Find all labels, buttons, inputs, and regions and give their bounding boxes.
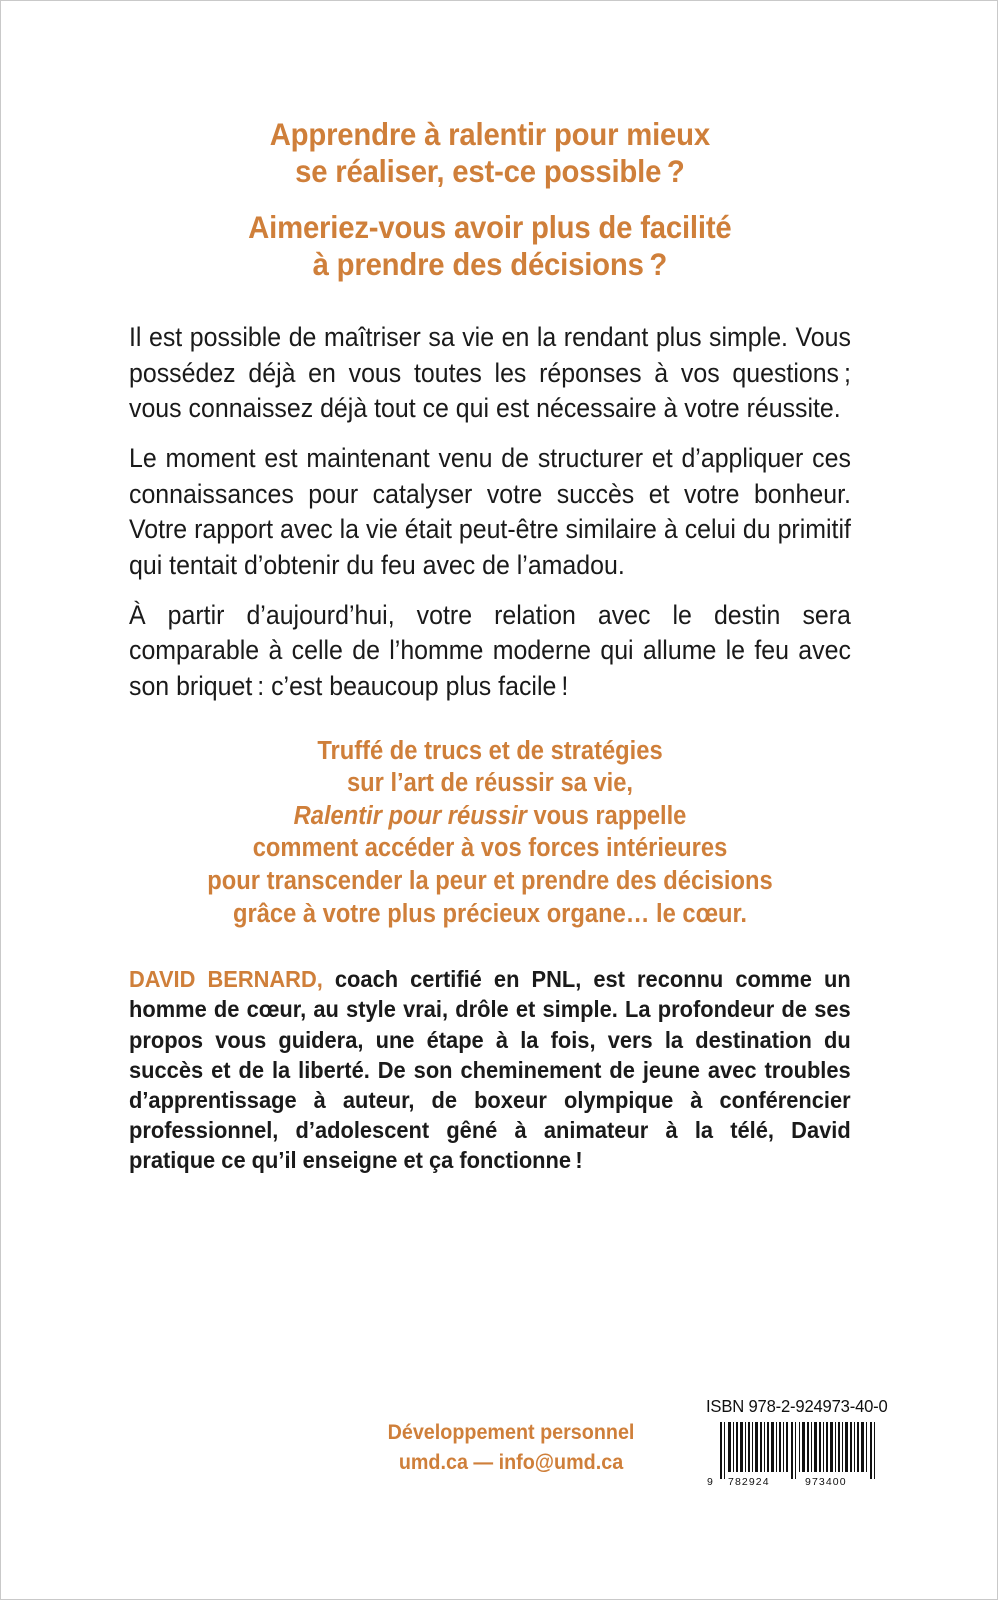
promo-line: pour transcender la peur et prendre des décisions: [207, 867, 773, 896]
cover-content: [129, 1, 851, 1176]
promo-line-with-title: [129, 800, 851, 833]
author-bio: [129, 964, 851, 1175]
headline-line: Aimeriez-vous avoir plus de facilité: [248, 209, 732, 246]
headline-question-1: [129, 1, 869, 189]
isbn-block: [706, 1396, 896, 1490]
author-name: DAVID BERNARD,: [129, 966, 323, 993]
body-copy: [129, 320, 851, 704]
body-paragraph: Il est possible de maîtriser sa vie en la rendant plus simple. Vous possédez déjà en vous toutes les réponses à vos questions ; vous connaissez déjà tout ce qui est nécessaire à votre réussite.: [129, 322, 851, 424]
headline-line: Apprendre à ralentir pour mieux: [269, 116, 710, 152]
headline-line: à prendre des décisions ?: [312, 245, 668, 282]
headline-question-2: [129, 189, 869, 282]
promo-line: sur l’art de réussir sa vie,: [346, 769, 634, 798]
promo-line: comment accéder à vos forces intérieures: [252, 834, 728, 863]
promo-line: Truffé de trucs et de stratégies: [317, 736, 663, 765]
publisher-category: Développement personnel: [387, 1421, 635, 1444]
barcode-left-group: 782924: [728, 1476, 770, 1488]
headline-line: se réaliser, est-ce possible ?: [295, 152, 685, 189]
promo-line: grâce à votre plus précieux organe… le cœur.: [232, 899, 747, 928]
body-paragraph: À partir d’aujourd’hui, votre relation avec le destin sera comparable à celle de l’homme moderne qui allume le feu avec son briquet : c’est beaucoup plus facile !: [129, 599, 851, 701]
barcode-lead-digit: 9: [707, 1476, 714, 1488]
publisher-info: [342, 1418, 680, 1479]
isbn-number: ISBN 978-2-924973-40-0: [706, 1396, 888, 1416]
promo-line-rest: vous rappelle: [526, 801, 687, 830]
body-paragraph: Le moment est maintenant venu de structurer et d’appliquer ces connaissances pour catalyser votre succès et votre bonheur. Votre rapport avec la vie était peut-être similaire à celui du primitif qui tentait d’obtenir du feu avec de l’amadou.: [129, 443, 851, 580]
promo-block: [129, 735, 851, 931]
barcode-right-group: 973400: [805, 1476, 847, 1488]
author-bio-text: coach certifié en PNL, est reconnu comme un homme de cœur, au style vrai, drôle et simple. La profondeur de ses propos vous guidera, une étape à la fois, vers la destination du succès et de la liberté. De son cheminement de jeune avec troubles d’apprentissage à auteur, de boxeur olympique à conférencier professionnel, d’adolescent gêné à animateur à la télé, David pratique ce qu’il enseigne et ça fonctionne !: [129, 966, 851, 1174]
barcode-bars-graphic: [706, 1422, 880, 1479]
book-title: Ralentir pour réussir: [293, 801, 527, 830]
publisher-contact: umd.ca — info@umd.ca: [398, 1451, 624, 1475]
isbn-barcode: [706, 1422, 880, 1490]
cover-footer: [1, 1396, 998, 1526]
